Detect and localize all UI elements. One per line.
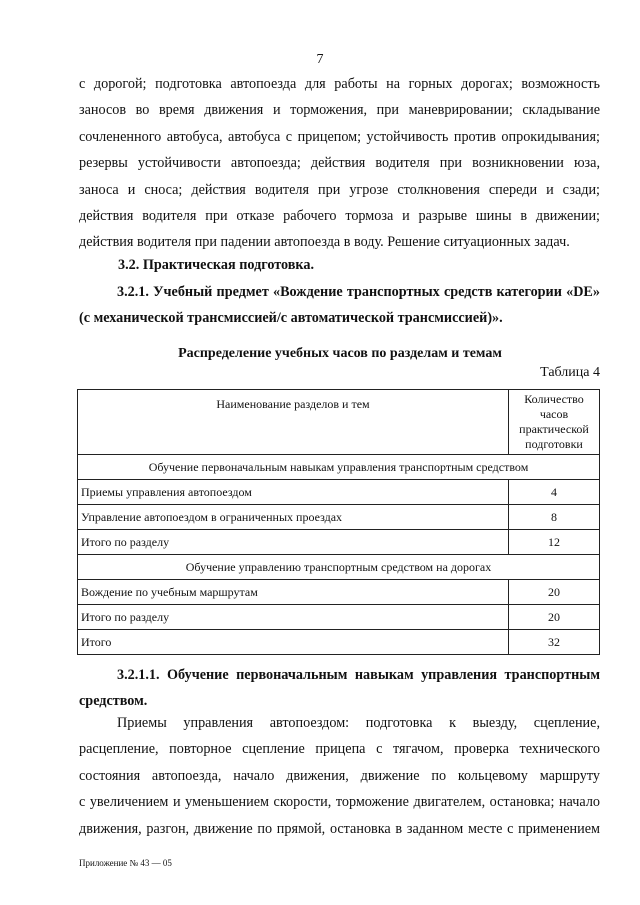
heading-line: средством. bbox=[79, 693, 148, 710]
heading-line: (с механической трансмиссией/с автоматической трансмиссией)». bbox=[79, 310, 503, 327]
heading-line: 3.2.1. Учебный предмет «Вождение транспортных средств категории «DE» bbox=[117, 284, 600, 300]
section-heading: 3.2. Практическая подготовка. bbox=[118, 257, 315, 273]
intro-paragraph bbox=[79, 71, 600, 256]
text-line: с дорогой; подготовка автопоезда для работы на горных дорогах; возможность bbox=[79, 76, 600, 92]
subtotal-name: Итого по разделу bbox=[78, 605, 509, 630]
body-paragraph bbox=[79, 710, 600, 842]
table-row bbox=[78, 530, 600, 555]
table-header-row bbox=[78, 390, 600, 455]
text-line: резервы устойчивости автопоезда; действия водителя при возникновении юза, bbox=[79, 155, 600, 172]
page-number: 7 bbox=[316, 52, 324, 67]
table-title: Распределение учебных часов по разделам и темам bbox=[178, 346, 502, 361]
table-label: Таблица 4 bbox=[540, 365, 600, 380]
text-line: Приемы управления автопоездом: подготовка к выезду, сцепление, bbox=[117, 715, 600, 731]
text-line: заноса и сноса; действия водителя при угрозе столкновения спереди и сзади; bbox=[79, 181, 600, 198]
text-line: действия водителя при отказе рабочего тормоза и разрыве шины в движении; bbox=[79, 207, 600, 224]
topic-name: Управление автопоездом в ограниченных проездах bbox=[78, 505, 509, 530]
hours-table bbox=[77, 389, 600, 655]
topic-hours: 20 bbox=[509, 580, 600, 605]
total-hours: 32 bbox=[509, 630, 600, 655]
section-row bbox=[78, 455, 600, 480]
total-name: Итого bbox=[78, 630, 509, 655]
topic-hours: 8 bbox=[509, 505, 600, 530]
text-line: заносов во время движения и торможения, при маневрировании; складывание bbox=[79, 102, 600, 119]
section-title: Обучение первоначальным навыкам управления транспортным средством bbox=[78, 455, 600, 480]
topic-hours: 4 bbox=[509, 480, 600, 505]
text-line: действия водителя при падении автопоезда в воду. Решение ситуационных задач. bbox=[79, 234, 570, 251]
subtotal-hours: 12 bbox=[509, 530, 600, 555]
table-row bbox=[78, 480, 600, 505]
table-row bbox=[78, 605, 600, 630]
column-header-hours: Количество часов практической подготовки bbox=[509, 390, 600, 455]
topic-name: Вождение по учебным маршрутам bbox=[78, 580, 509, 605]
column-header-name: Наименование разделов и тем bbox=[78, 390, 509, 455]
page-footer: Приложение № 43 — 05 bbox=[79, 858, 172, 868]
text-line: расцепление, повторное сцепление прицепа с тягачом, проверка технического bbox=[79, 741, 600, 758]
total-row bbox=[78, 630, 600, 655]
heading-line: 3.2.1.1. Обучение первоначальным навыкам управления транспортным bbox=[117, 667, 600, 683]
subsection-heading bbox=[79, 662, 600, 715]
text-line: сочлененного автобуса, автобуса с прицепом; устойчивость против опрокидывания; bbox=[79, 128, 600, 145]
topic-name: Приемы управления автопоездом bbox=[78, 480, 509, 505]
subject-heading bbox=[79, 279, 600, 332]
section-row bbox=[78, 555, 600, 580]
subtotal-hours: 20 bbox=[509, 605, 600, 630]
subtotal-name: Итого по разделу bbox=[78, 530, 509, 555]
section-title: Обучение управлению транспортным средством на дорогах bbox=[78, 555, 600, 580]
text-line: с увеличением и уменьшением скорости, торможение двигателем, остановка; начало bbox=[79, 794, 600, 811]
text-line: движения, разгон, движение по прямой, остановка в заданном месте с применением bbox=[79, 820, 600, 837]
table-row bbox=[78, 580, 600, 605]
table-row bbox=[78, 505, 600, 530]
text-line: состояния автопоезда, начало движения, движение по кольцевому маршруту bbox=[79, 767, 600, 784]
